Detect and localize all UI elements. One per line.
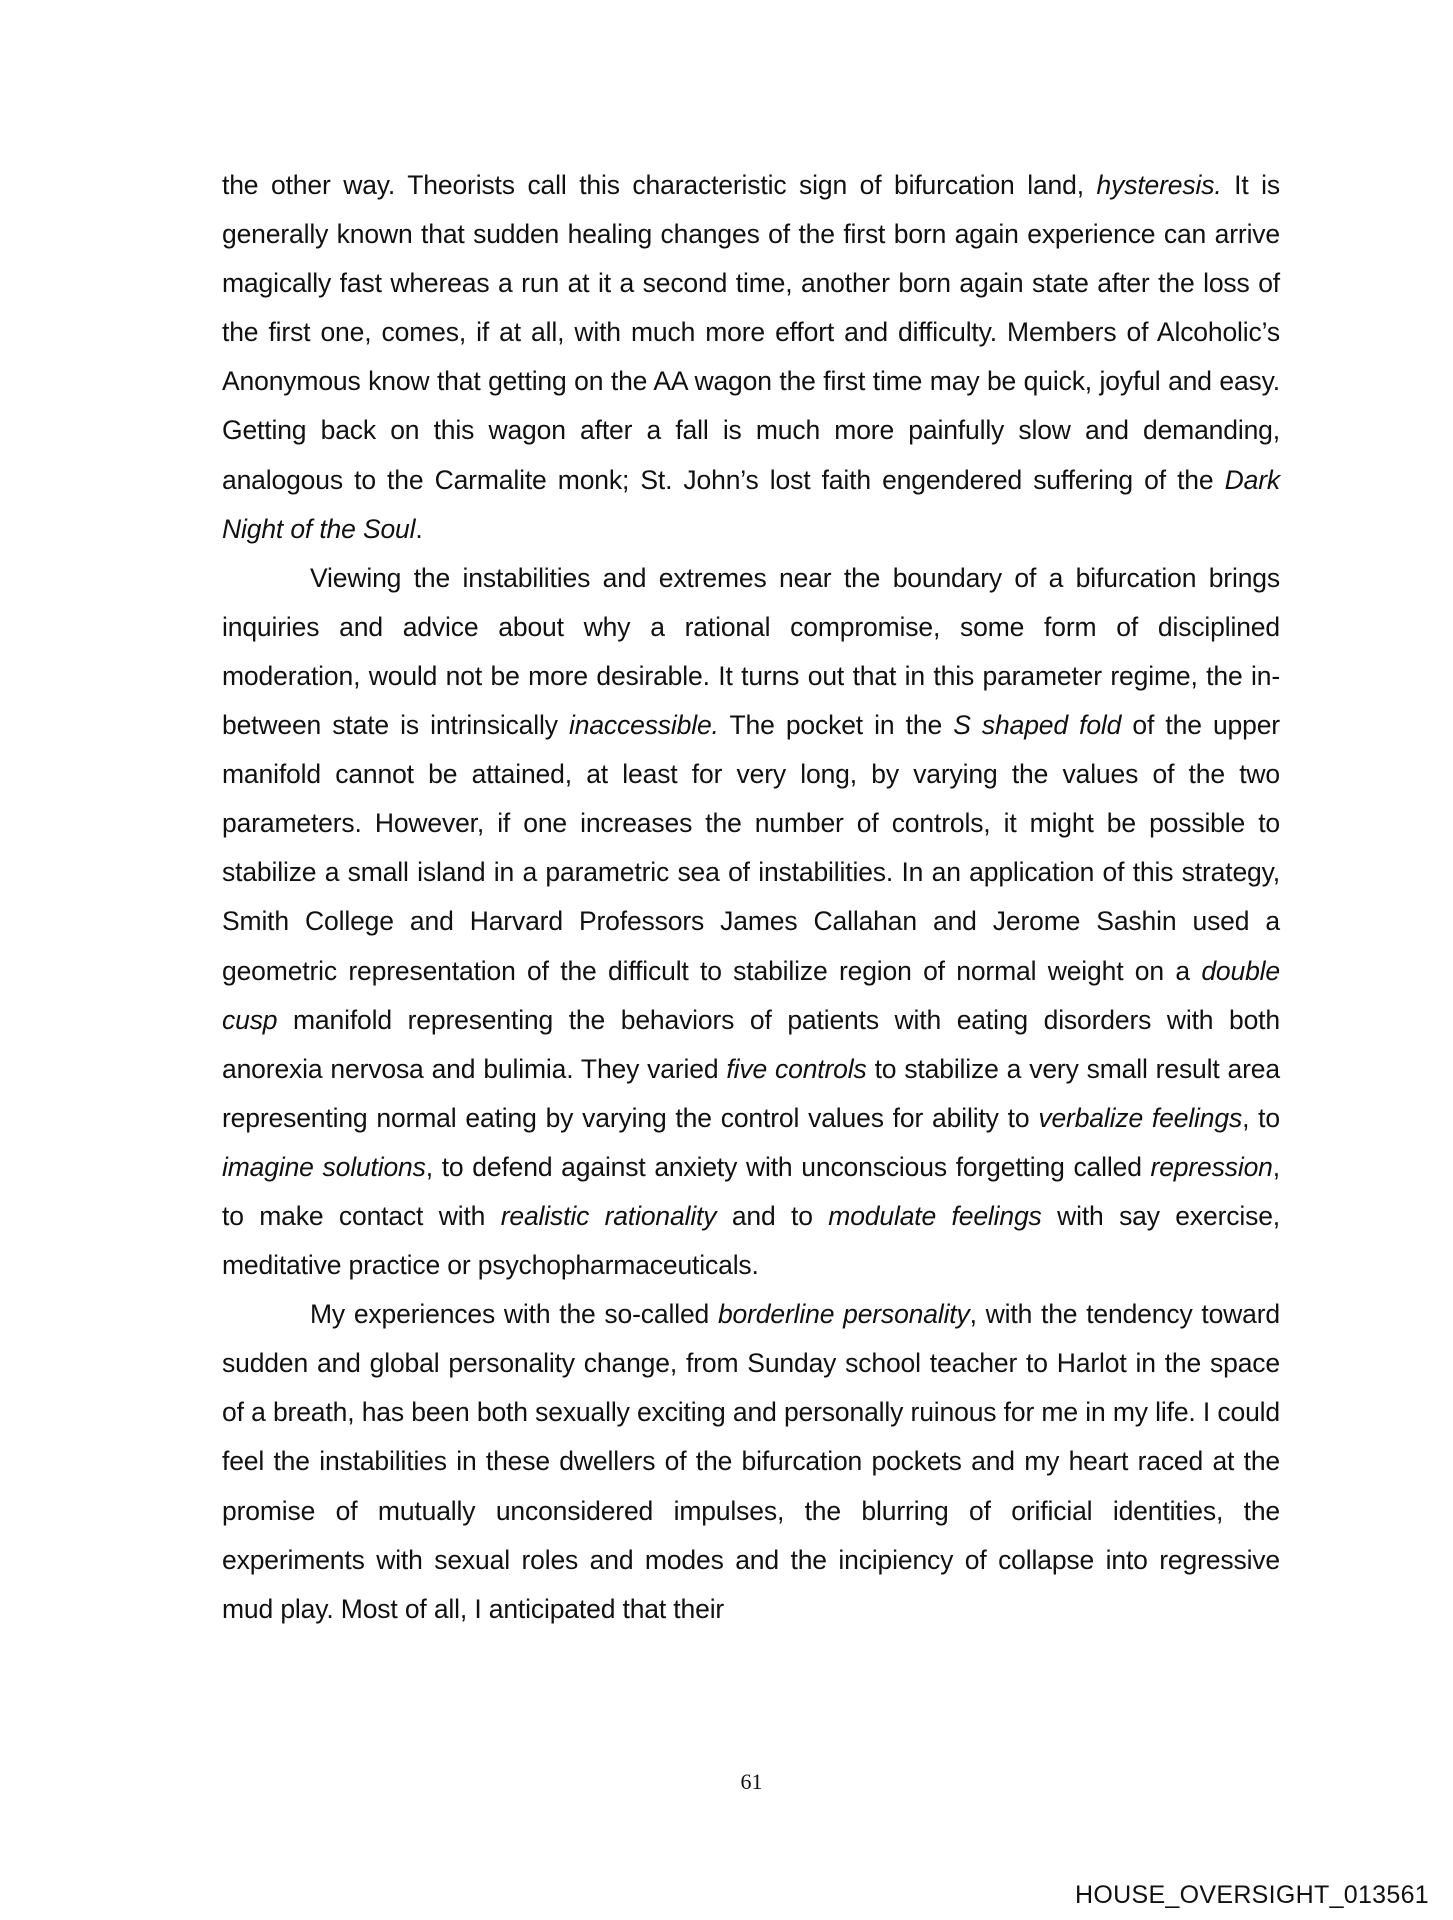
italic-term-hysteresis: hysteresis. (1096, 170, 1222, 200)
italic-term-borderline-personality: borderline personality (717, 1299, 970, 1330)
text-run: , to make contact with (222, 1151, 1280, 1231)
italic-term-repression: repression (1150, 1151, 1273, 1182)
italic-term-s-shaped-fold: S shaped fold (953, 710, 1122, 741)
text-run: , to (1242, 1102, 1280, 1133)
text-run: , to defend against anxiety with unconscious forgetting called (425, 1151, 1151, 1182)
paragraph-3 (222, 1290, 1280, 1634)
text-run: with say exercise, meditative practice or psychopharmaceuticals. (222, 1200, 1280, 1281)
italic-term-modulate-feelings: modulate feelings (828, 1200, 1042, 1231)
paragraph-1 (222, 161, 1280, 554)
italic-term-realistic-rationality: realistic rationality (500, 1200, 717, 1231)
text-run: The pocket in the (718, 710, 954, 741)
italic-term-verbalize-feelings: verbalize feelings (1038, 1102, 1243, 1133)
text-run: Viewing the instabilities and extremes near the boundary of a bifurcation brings inquiries and advice about why a rational compromise, some form of disciplined moderation, would not be more desirable. It turns out that in this parameter regime, the in-between state is intrinsically (222, 562, 1280, 741)
text-run: and to (716, 1200, 829, 1231)
italic-term-dark-night: Dark Night of the Soul (222, 464, 1280, 544)
text-run: , with the tendency toward sudden and global personality change, from Sunday school teacher to Harlot in the space of a breath, has been both sexually exciting and personally ruinous for me in my life. I could feel the instabilities in these dwellers of the bifurcation pockets and my heart raced at the promise of mutually unconsidered impulses, the blurring of orificial identities, the experiments with sexual roles and modes and the incipiency of collapse into regressive mud play. Most of all, I anticipated that their (222, 1299, 1280, 1624)
paragraph-2 (222, 554, 1280, 1290)
text-run: It is generally known that sudden healing changes of the first born again experience can arrive magically fast whereas a run at it a second time, another born again state after the loss of the first one, comes, if at all, with much more effort and difficulty. Members of Alcoholic’s Anonymous know that getting on the AA wagon the first time may be quick, joyful and easy. Getting back on this wagon after a fall is much more painfully slow and demanding, analogous to the Carmalite monk; St. John’s lost faith engendered suffering of the (222, 170, 1280, 495)
text-run: . (415, 513, 423, 544)
text-run: manifold representing the behaviors of patients with eating disorders with both anorexia nervosa and bulimia. They varied (222, 1004, 1280, 1084)
italic-term-double-cusp: double cusp (222, 955, 1280, 1035)
text-run: to stabilize a very small result area representing normal eating by varying the control values for ability to (222, 1053, 1280, 1133)
page-number: 61 (740, 1769, 763, 1794)
italic-term-five-controls: five controls (726, 1053, 867, 1084)
italic-term-imagine-solutions: imagine solutions (222, 1151, 426, 1182)
italic-term-inaccessible: inaccessible. (569, 710, 719, 741)
text-run: of the upper manifold cannot be attained, at least for very long, by varying the values of the two parameters. However, if one increases the number of controls, it might be possible to stabilize a small island in a parametric sea of instabilities. In an application of this strategy, Smith College and Harvard Professors James Callahan and Jerome Sashin used a geometric representation of the difficult to stabilize region of normal weight on a (222, 710, 1280, 986)
text-run: the other way. Theorists call this characteristic sign of bifurcation land, (222, 170, 1097, 200)
bates-stamp: HOUSE_OVERSIGHT_013561 (1075, 1881, 1429, 1909)
text-run: My experiences with the so-called (310, 1299, 718, 1330)
body-text (222, 161, 1280, 1634)
